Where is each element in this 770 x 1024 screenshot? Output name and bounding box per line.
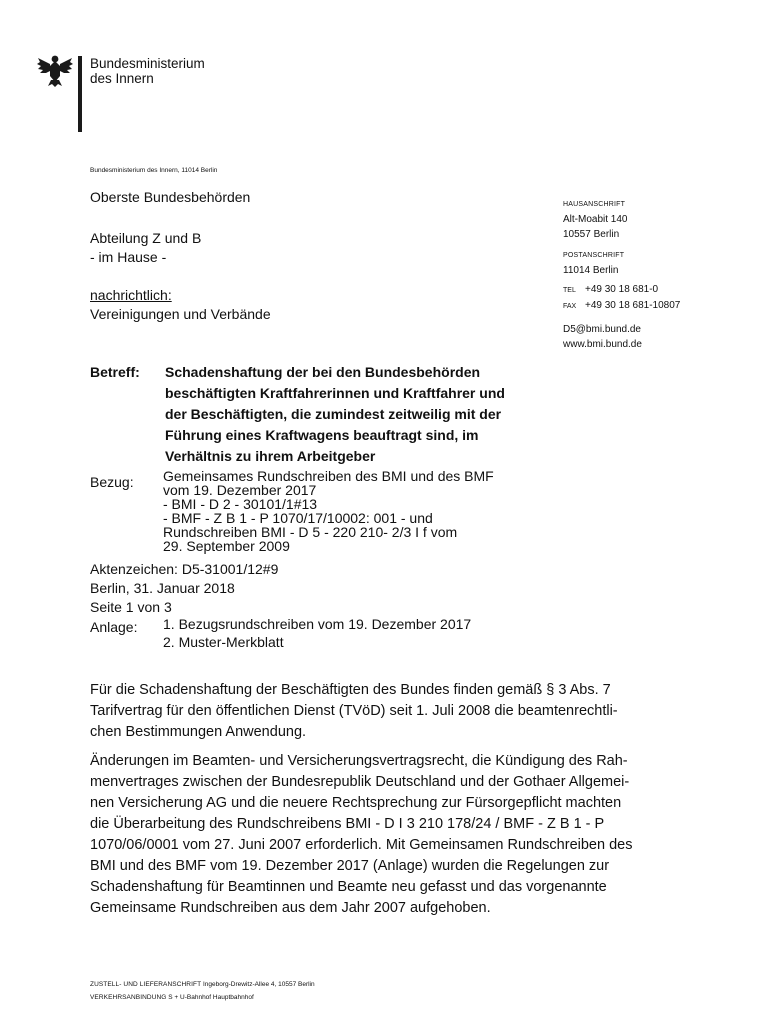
body-line: Für die Schadenshaftung der Beschäftigten des Bundes finden gemäß § 3 Abs. 7	[90, 682, 611, 698]
body-line: Tarifvertrag für den öffentlichen Dienst (TVöD) seit 1. Juli 2008 die beamtenrechtli-	[90, 703, 618, 719]
haus-city: 10557 Berlin	[563, 229, 620, 240]
footer-zustell-value: Ingeborg-Drewitz-Allee 4, 10557 Berlin	[202, 981, 315, 988]
bezug-line: vom 19. Dezember 2017	[163, 482, 317, 498]
body-line: Gemeinsame Rundschreiben aus dem Jahr 2007 aufgehoben.	[90, 900, 491, 916]
betreff-line: Verhältnis zu ihrem Arbeitgeber	[165, 448, 376, 464]
anlage-item: 2. Muster-Merkblatt	[163, 634, 284, 650]
bezug-line: Rundschreiben BMI - D 5 - 220 210- 2/3 I f vom	[163, 524, 458, 540]
letterhead-bar	[78, 56, 82, 132]
anlage-list	[163, 615, 471, 651]
body-line: menvertrages zwischen der Bundesrepublik Deutschland und der Gothaer Allgemei-	[90, 774, 630, 790]
recipient-line3: - im Hause -	[90, 249, 167, 265]
post-city: 11014 Berlin	[563, 265, 619, 276]
anlage-item: 1. Bezugsrundschreiben vom 19. Dezember 2017	[163, 616, 472, 632]
betreff-line: Schadenshaftung der bei den Bundesbehörden	[165, 364, 481, 380]
body-paragraph-1	[90, 680, 690, 743]
bezug-line: - BMF - Z B 1 - P 1070/17/10002: 001 - und	[163, 510, 433, 526]
tel-value: +49 30 18 681-0	[585, 284, 659, 295]
footer-zustell	[90, 981, 315, 988]
ministry-name-line2: des Innern	[90, 71, 154, 86]
aktenzeichen: Aktenzeichen: D5-31001/12#9	[90, 561, 279, 577]
footer-verkehr-value: S + U-Bahnhof Hauptbahnhof	[168, 994, 254, 1001]
betreff-text	[165, 362, 565, 467]
fax-value: +49 30 18 681-10807	[585, 300, 681, 311]
body-line: 1070/06/0001 vom 27. Juni 2007 erforderlich. Mit Gemeinsamen Rundschreiben des	[90, 837, 633, 853]
bezug-line: - BMI - D 2 - 30101/1#13	[163, 496, 318, 512]
cc-line: Vereinigungen und Verbände	[90, 306, 271, 322]
anlage-label: Anlage:	[90, 619, 138, 635]
body-paragraph-2	[90, 751, 690, 919]
body-line: BMI und des BMF vom 19. Dezember 2017 (Anlage) wurden die Regelungen zur	[90, 858, 610, 874]
betreff-line: der Beschäftigten, die zumindest zeitweilig mit der	[165, 406, 502, 422]
body-line: nen Versicherung AG und die neuere Rechtsprechung zur Fürsorgepflicht machten	[90, 795, 622, 811]
betreff-line: Führung eines Kraftwagens beauftragt sind, im	[165, 427, 479, 443]
footer-zustell-label: ZUSTELL- UND LIEFERANSCHRIFT	[90, 981, 202, 988]
betreff-line: beschäftigten Kraftfahrerinnen und Kraftfahrer und	[165, 385, 505, 401]
email-link[interactable]: D5@bmi.bund.de	[563, 324, 641, 335]
haus-label: HAUSANSCHRIFT	[563, 201, 626, 208]
bezug-text	[163, 469, 494, 553]
ministry-name	[90, 56, 205, 86]
post-label: POSTANSCHRIFT	[563, 252, 625, 259]
letter-date: Berlin, 31. Januar 2018	[90, 580, 235, 596]
sidebar-address	[563, 197, 680, 352]
tel-label: TEL	[563, 287, 576, 294]
body-line: die Überarbeitung des Rundschreibens BMI - D I 3 210 178/24 / BMF - Z B 1 - P	[90, 816, 605, 832]
recipient-line1: Oberste Bundesbehörden	[90, 189, 251, 205]
footer-verkehr	[90, 994, 254, 1001]
body-line: Schadenshaftung für Beamtinnen und Beamte neu gefasst und das vorgenannte	[90, 879, 607, 895]
bezug-label: Bezug:	[90, 474, 134, 490]
haus-street: Alt-Moabit 140	[563, 214, 628, 225]
page-number: Seite 1 von 3	[90, 599, 172, 615]
fax-label: FAX	[563, 303, 577, 310]
bezug-line: Gemeinsames Rundschreiben des BMI und des BMF	[163, 468, 494, 484]
body-line: chen Bestimmungen Anwendung.	[90, 724, 307, 740]
fax-row	[563, 298, 680, 314]
betreff-label: Betreff:	[90, 364, 140, 380]
bezug-line: 29. September 2009	[163, 538, 290, 554]
sender-line: Bundesministerium des Innern, 11014 Berlin	[90, 167, 218, 174]
ministry-name-line1: Bundesministerium	[90, 56, 205, 71]
recipient-line2: Abteilung Z und B	[90, 230, 202, 246]
federal-eagle-icon	[36, 52, 74, 88]
cc-label: nachrichtlich:	[90, 287, 172, 303]
footer-verkehr-label: VERKEHRSANBINDUNG	[90, 994, 167, 1001]
tel-row	[563, 282, 680, 298]
body-line: Änderungen im Beamten- und Versicherungsvertragsrecht, die Kündigung des Rah-	[90, 753, 628, 769]
web-link[interactable]: www.bmi.bund.de	[563, 339, 642, 350]
